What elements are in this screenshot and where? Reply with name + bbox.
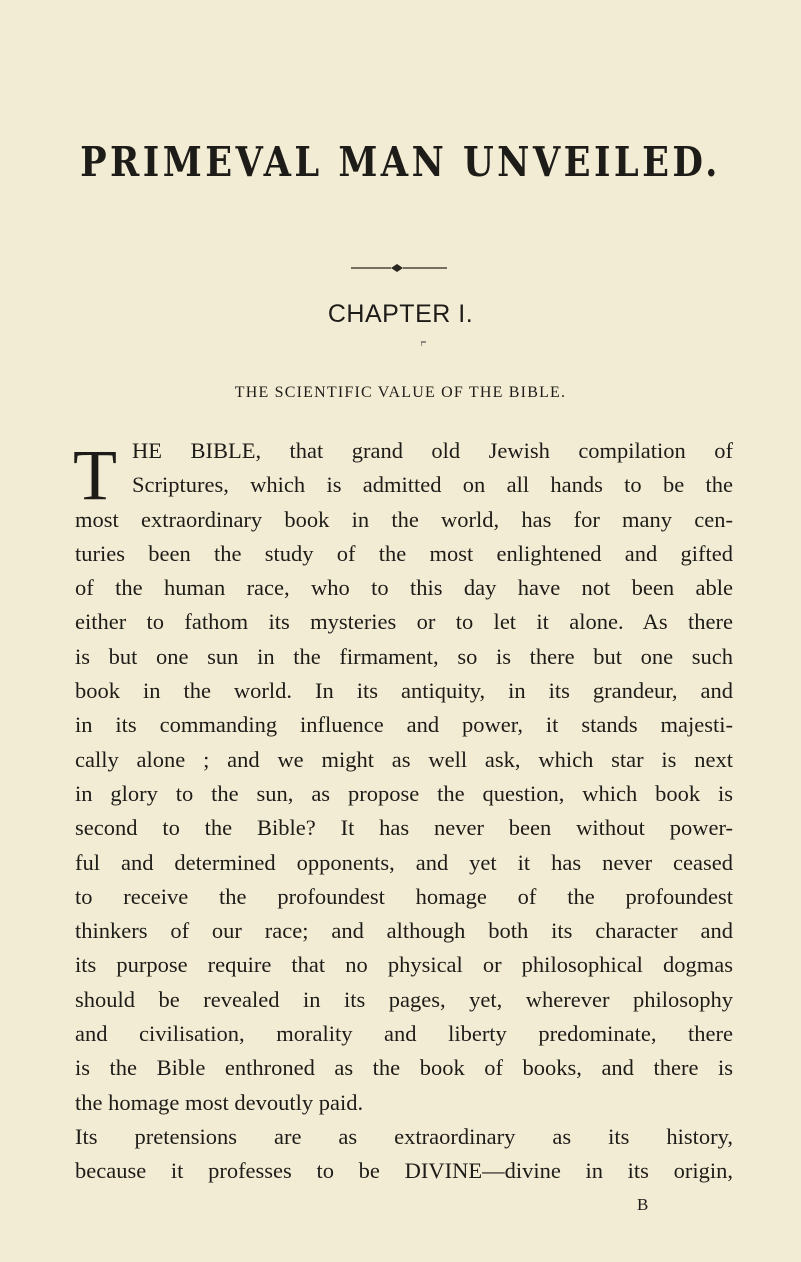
section-title: THE SCIENTIFIC VALUE OF THE BIBLE.	[234, 384, 567, 401]
text-line: Scriptures, which is admitted on all hands to be the	[132, 472, 733, 498]
chapter-heading: CHAPTER I.	[327, 300, 474, 328]
body-text	[75, 434, 733, 1189]
text-line: of the human race, who to this day have not been able	[75, 575, 733, 601]
text-line: cally alone ; and we might as well ask, which star is next	[75, 746, 733, 772]
text-line: thinkers of our race; and although both its character and	[75, 918, 733, 944]
text-line: to receive the profoundest homage of the profoundest	[75, 883, 733, 909]
text-line: because it professes to be DIVINE—divine in its origin,	[75, 1158, 733, 1184]
text-line: and civilisation, morality and liberty predominate, there	[75, 1021, 733, 1047]
printer-mark-icon	[421, 341, 427, 347]
drop-cap: T	[73, 446, 117, 506]
text-line: either to fathom its mysteries or to let it alone. As there	[75, 609, 733, 635]
book-title: PRIMEVAL MAN UNVEILED.	[80, 138, 721, 186]
text-line: book in the world. In its antiquity, in its grandeur, and	[75, 678, 733, 704]
text-line: the homage most devoutly paid.	[75, 1089, 364, 1115]
text-line: in glory to the sun, as propose the question, which book is	[75, 780, 733, 806]
text-line: ful and determined opponents, and yet it has never ceased	[75, 849, 733, 875]
text-line: most extraordinary book in the world, has for many cen-	[75, 506, 733, 532]
text-line: should be revealed in its pages, yet, wherever philosophy	[75, 986, 733, 1012]
text-line: is but one sun in the firmament, so is there but one such	[75, 643, 733, 669]
ornament-divider-icon	[351, 262, 447, 274]
text-line: in its commanding influence and power, it stands majesti-	[75, 712, 733, 738]
signature-mark: B	[637, 1195, 650, 1214]
text-line: HE BIBLE, that grand old Jewish compilation of	[132, 438, 733, 463]
text-line: second to the Bible? It has never been without power-	[75, 815, 733, 841]
text-line: turies been the study of the most enlightened and gifted	[75, 540, 733, 566]
text-line: is the Bible enthroned as the book of books, and there is	[75, 1055, 733, 1081]
text-line: its purpose require that no physical or philosophical dogmas	[75, 952, 733, 978]
text-line: Its pretensions are as extraordinary as its history,	[75, 1123, 733, 1149]
